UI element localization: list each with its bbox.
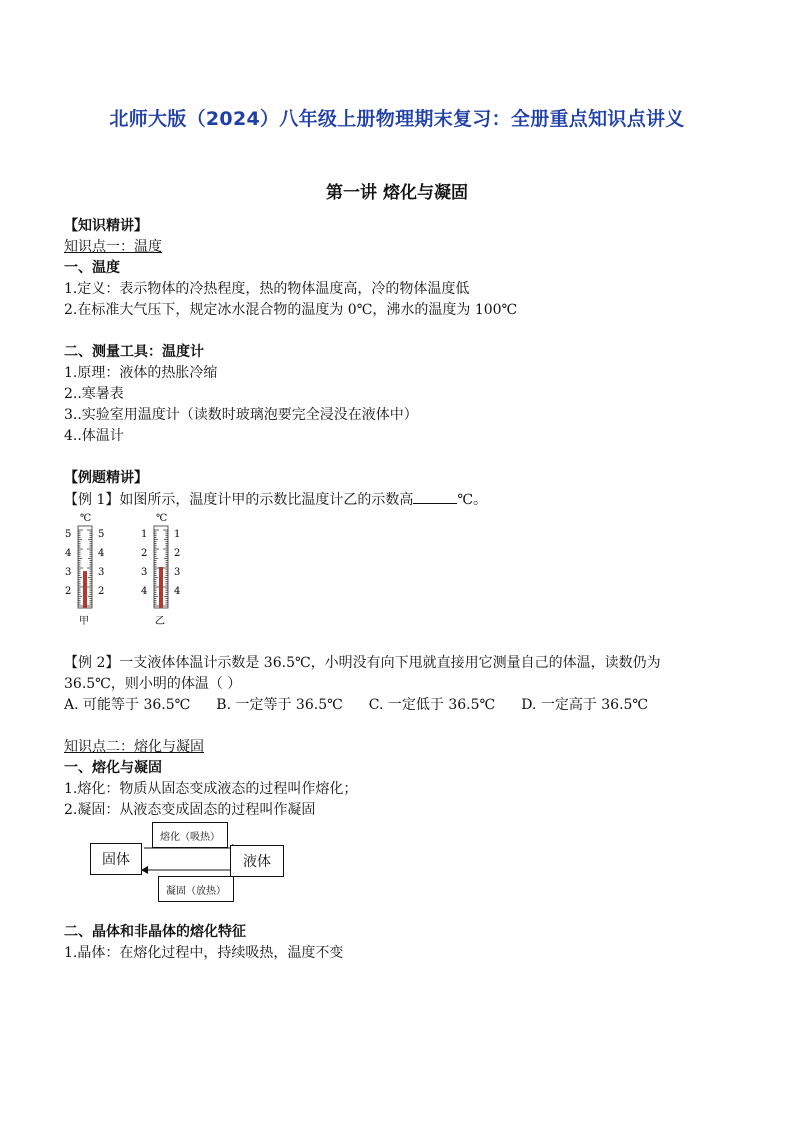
tick-label: 4 bbox=[141, 586, 148, 597]
text-line: 4..体温计 bbox=[64, 428, 124, 444]
knowledge-point-1: 知识点一：温度 bbox=[64, 239, 162, 255]
tick-label: 5 bbox=[65, 529, 72, 540]
example-2-line-2: 36.5℃，则小明的体温（ ） bbox=[64, 676, 242, 692]
tick-label: 2 bbox=[141, 548, 148, 559]
option-c[interactable]: C. 一定低于 36.5℃ bbox=[368, 697, 496, 713]
unit-label: ℃ bbox=[80, 513, 92, 524]
tick-label: 4 bbox=[98, 548, 105, 559]
tick-label: 3 bbox=[174, 567, 181, 578]
tick-label: 4 bbox=[65, 548, 72, 559]
solid-box: 固体 bbox=[90, 843, 142, 875]
heading-thermometer: 二、测量工具：温度计 bbox=[64, 344, 204, 360]
tick-label: 2 bbox=[174, 548, 181, 559]
tick-label: 2 bbox=[65, 586, 72, 597]
heading-melting: 一、熔化与凝固 bbox=[64, 760, 162, 776]
tick-label: 5 bbox=[98, 529, 105, 540]
section-header-knowledge: 【知识精讲】 bbox=[64, 218, 148, 234]
tick-label: 4 bbox=[174, 586, 181, 597]
text-line: 1.熔化：物质从固态变成液态的过程叫作熔化； bbox=[64, 781, 358, 797]
thermometer-label: 乙 bbox=[155, 616, 165, 627]
heading-temperature: 一、温度 bbox=[64, 260, 120, 276]
text-line: 2..寒暑表 bbox=[64, 386, 124, 402]
thermometers-figure bbox=[56, 508, 196, 632]
text-line: 2.凝固：从液态变成固态的过程叫作凝固 bbox=[64, 802, 316, 818]
text-line: 1.晶体：在熔化过程中，持续吸热，温度不变 bbox=[64, 945, 344, 961]
unit-label: ℃ bbox=[156, 513, 168, 524]
thermometer-label: 甲 bbox=[79, 616, 89, 627]
example-1-unit: ℃。 bbox=[457, 492, 488, 508]
text-line: 3..实验室用温度计（读数时玻璃泡要完全浸没在液体中） bbox=[64, 407, 418, 423]
text-line: 2.在标准大气压下，规定冰水混合物的温度为 0℃，沸水的温度为 100℃ bbox=[64, 302, 518, 318]
example-2-line-1: 【例 2】一支液体体温计示数是 36.5℃，小明没有向下甩就直接用它测量自己的体温，读数仍为 bbox=[64, 655, 661, 671]
text-line: 1.原理：液体的热胀冷缩 bbox=[64, 365, 218, 381]
text-line: 1.定义：表示物体的冷热程度，热的物体温度高，冷的物体温度低 bbox=[64, 281, 470, 297]
knowledge-point-2: 知识点二：熔化与凝固 bbox=[64, 739, 204, 755]
liquid-box: 液体 bbox=[230, 845, 284, 877]
melt-label: 熔化（吸热） bbox=[152, 822, 228, 848]
tick-label: 3 bbox=[98, 567, 105, 578]
mercury-column bbox=[159, 567, 163, 608]
option-d[interactable]: D. 一定高于 36.5℃ bbox=[521, 697, 649, 713]
freeze-label: 凝固（放热） bbox=[158, 876, 234, 902]
answer-blank[interactable] bbox=[413, 489, 457, 504]
option-a[interactable]: A. 可能等于 36.5℃ bbox=[64, 697, 191, 713]
document-title: 北师大版（2024）八年级上册物理期末复习：全册重点知识点讲义 bbox=[109, 108, 685, 130]
example-1-text: 【例 1】如图所示，温度计甲的示数比温度计乙的示数高 bbox=[64, 492, 414, 508]
heading-crystal: 二、晶体和非晶体的熔化特征 bbox=[64, 924, 246, 940]
lecture-title: 第一讲 熔化与凝固 bbox=[326, 183, 468, 203]
tick-label: 3 bbox=[141, 567, 148, 578]
option-b[interactable]: B. 一定等于 36.5℃ bbox=[216, 697, 343, 713]
tick-label: 1 bbox=[141, 529, 148, 540]
tick-label: 2 bbox=[98, 586, 105, 597]
example-2-options bbox=[64, 695, 674, 715]
tick-label: 3 bbox=[65, 567, 72, 578]
thermometer-yi bbox=[141, 513, 180, 627]
tick-label: 1 bbox=[174, 529, 181, 540]
arrow-left-icon bbox=[141, 866, 148, 874]
mercury-column bbox=[83, 571, 87, 608]
thermometer-jia bbox=[65, 513, 104, 627]
section-header-examples: 【例题精讲】 bbox=[64, 470, 148, 486]
example-1-question bbox=[64, 489, 487, 510]
